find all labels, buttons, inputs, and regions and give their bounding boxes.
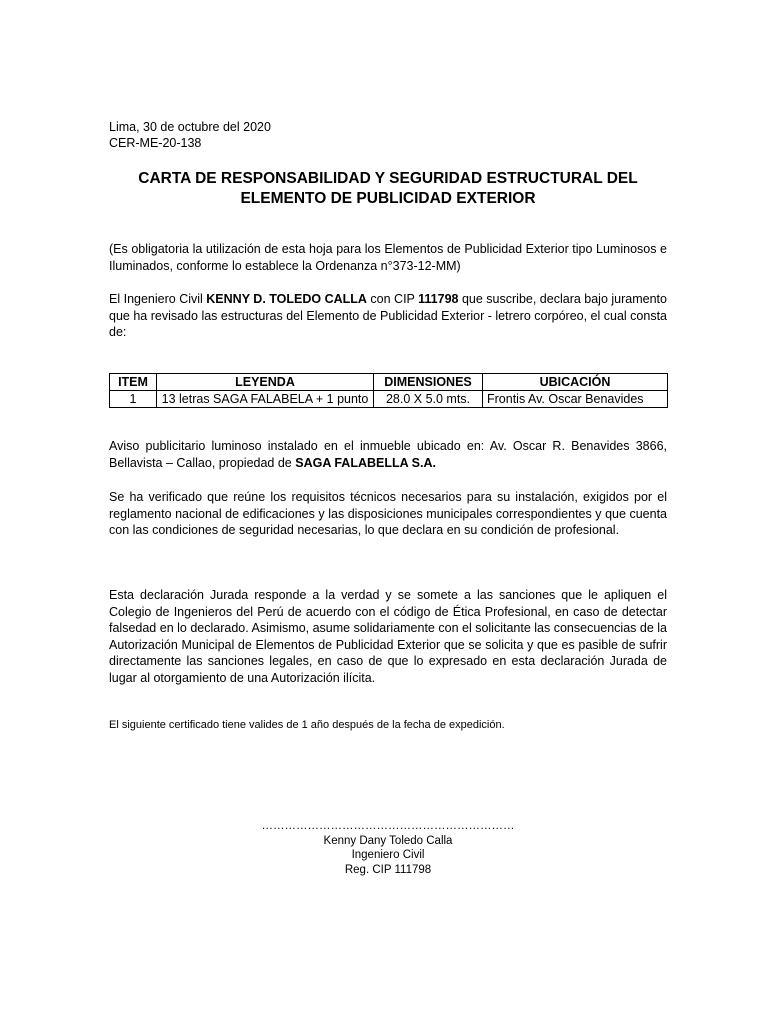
ordinance-note: (Es obligatoria la utilización de esta hoja para los Elementos de Publicidad Exterior tipo Luminosos e Iluminados, conforme lo establece la Ordenanza n°373-12-MM) (109, 242, 667, 273)
cip-text: con CIP (366, 292, 419, 306)
affidavit-paragraph: Esta declaración Jurada responde a la verdad y se somete a las sanciones que le apliquen el Colegio de Ingenieros del Perú de acuerdo con el código de Ética Profesional, en caso de detectar falsedad en lo declarado. Asimismo, asume solidariamente con el solicitante las consecuencias de la Autorización Municipal de Elementos de Publicidad Exterior que se solicita y que es pasible de sufrir directamente las sanciones legales, en caso de que lo expresado en esta declaración Jurada de lugar al otorgamiento de una Autorización ilícita. (109, 588, 667, 685)
document-date: Lima, 30 de octubre del 2020 (109, 120, 271, 134)
owner-name: SAGA FALABELLA S.A. (295, 455, 436, 470)
cell-leyenda: 13 letras SAGA FALABELA + 1 punto (157, 391, 374, 408)
declaration-suffix: que suscribe, declara bajo juramento que ha revisado las estructuras del Elemento de Publicidad Exterior - letrero corpóreo, el cual consta de: (109, 292, 667, 339)
column-header-leyenda: LEYENDA (157, 374, 374, 391)
signature-block (109, 819, 667, 877)
signature-line: ………………………………………………………… (261, 820, 515, 832)
cell-dimensiones: 28.0 X 5.0 mts. (374, 391, 483, 408)
declaration-paragraph (109, 291, 667, 341)
declaration-prefix: El Ingeniero Civil (109, 292, 207, 306)
column-header-dimensiones: DIMENSIONES (374, 374, 483, 391)
document-header (109, 119, 271, 151)
signer-name: Kenny Dany Toledo Calla (323, 834, 453, 847)
signer-role: Ingeniero Civil (351, 849, 425, 861)
verification-paragraph: Se ha verificado que reúne los requisitos técnicos necesarios para su instalación, exigidos por el reglamento nacional de edificaciones y las disposiciones municipales correspondientes y que cuenta con las condiciones de seguridad necesarias, lo que declara en su condición de profesional. (109, 490, 667, 537)
cell-item: 1 (110, 391, 157, 408)
validity-note: El siguiente certificado tiene valides de 1 año después de la fecha de expedición. (109, 719, 505, 731)
title-line-1: CARTA DE RESPONSABILIDAD Y SEGURIDAD ESTRUCTURAL DEL (138, 170, 638, 187)
engineer-name: KENNY D. TOLEDO CALLA (206, 292, 367, 306)
aviso-paragraph (109, 438, 667, 471)
signer-registration: Reg. CIP 111798 (344, 863, 432, 876)
table-header-row (110, 374, 668, 391)
document-reference: CER-ME-20-138 (109, 136, 202, 150)
column-header-ubicacion: UBICACIÓN (483, 374, 668, 391)
cip-number: 111798 (418, 292, 459, 306)
specification-table (109, 373, 668, 408)
title-line-2: ELEMENTO DE PUBLICIDAD EXTERIOR (240, 190, 536, 207)
document-title (109, 169, 667, 209)
column-header-item: ITEM (110, 374, 157, 391)
aviso-text: Aviso publicitario luminoso instalado en el inmueble ubicado en: Av. Oscar R. Benavides 3866, Bellavista – Callao, propiedad de (109, 439, 667, 470)
table-row (110, 391, 668, 408)
cell-ubicacion: Frontis Av. Oscar Benavides (483, 391, 668, 408)
